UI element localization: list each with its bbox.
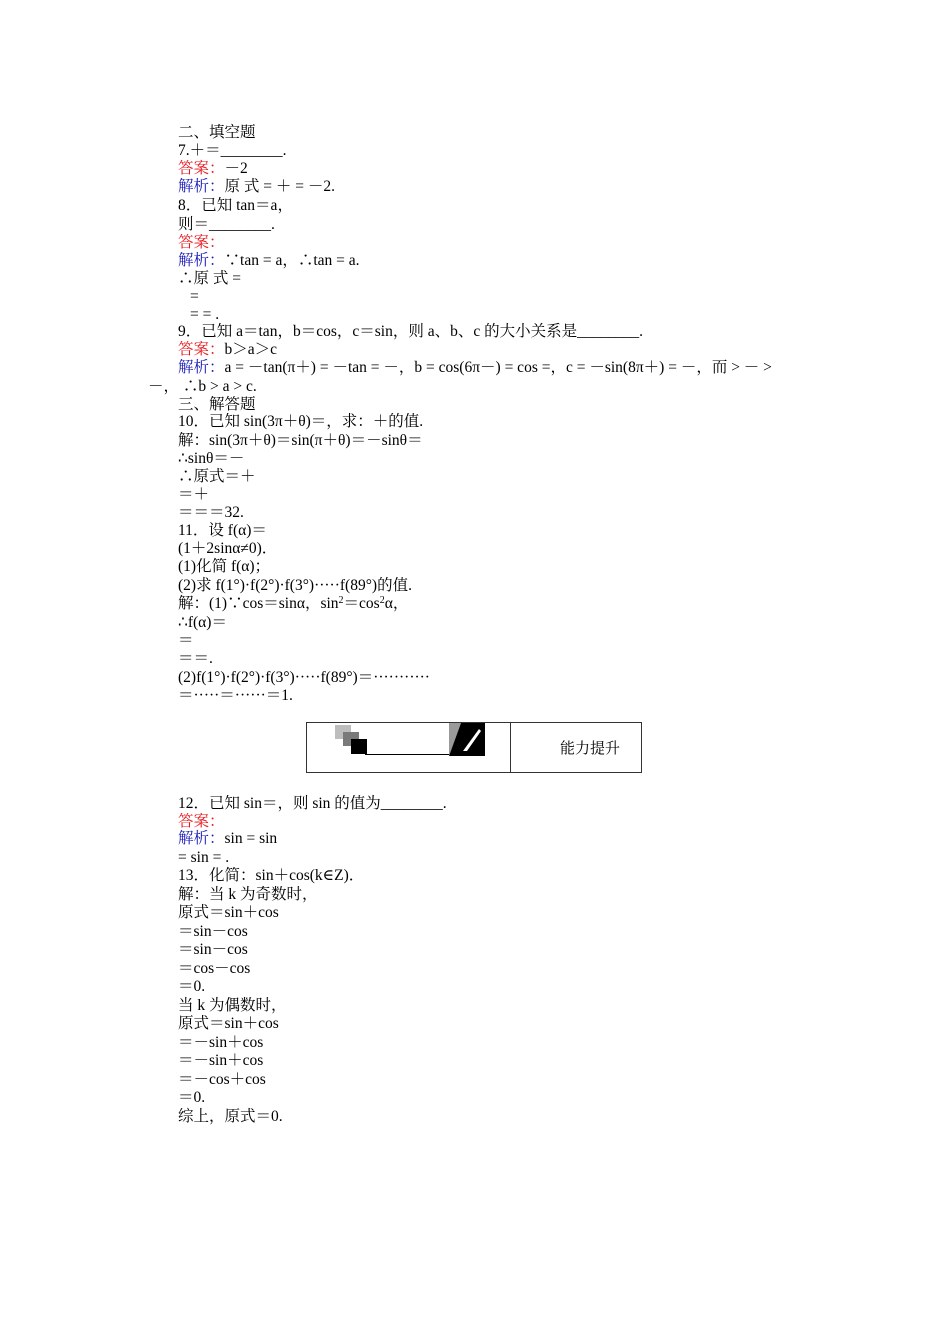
banner-divider <box>510 723 511 772</box>
superscript: 2 <box>338 595 344 606</box>
analysis-label: 解析： <box>178 830 225 847</box>
superscript: 2 <box>379 595 385 606</box>
banner-decor-triangle <box>449 723 485 756</box>
q11-solution-1 <box>178 595 408 614</box>
q9-analysis <box>178 359 772 378</box>
q8-step-2: = <box>190 288 199 305</box>
q13-step-8: 原式＝sin＋cos <box>178 1015 279 1032</box>
q10-step-4: ＝＋ <box>178 486 210 503</box>
question-9: 9．已知 a＝tan，b＝cos，c＝sin，则 a、b、c 的大小关系是________. <box>178 323 643 340</box>
analysis-label: 解析： <box>178 178 225 195</box>
section-heading-solutions: 三、解答题 <box>178 396 256 413</box>
analysis-label: 解析： <box>178 252 225 269</box>
question-8-line-2: 则＝________. <box>178 216 275 233</box>
q13-step-10: ＝－sin＋cos <box>178 1052 264 1069</box>
q11-part-1: (1)化简 f(α)； <box>178 558 271 575</box>
q11-solution-6: ＝·····＝······＝1. <box>178 687 293 704</box>
q13-step-12: ＝0. <box>178 1089 206 1106</box>
question-10: 10．已知 sin(3π＋θ)＝，求：＋的值. <box>178 413 424 430</box>
q11-part-2: (2)求 f(1°)·f(2°)·f(3°)·····f(89°)的值. <box>178 577 412 594</box>
q10-step-2: ∴sinθ＝－ <box>178 450 245 467</box>
question-7: 7.＋＝________. <box>178 142 287 159</box>
q13-step-9: ＝－sin＋cos <box>178 1034 264 1051</box>
q12-step: = sin = . <box>178 849 230 866</box>
q11-solution-text-a: 解：(1)∵cos＝sinα，sin <box>178 595 339 612</box>
section-banner <box>306 722 642 773</box>
q7-answer <box>178 160 248 179</box>
answer-label: 答案： <box>178 341 225 358</box>
q13-conclusion: 综上，原式＝0. <box>178 1108 283 1125</box>
answer-label: 答案： <box>178 234 225 251</box>
question-13: 13．化简：sin＋cos(k∈Z)． <box>178 867 365 884</box>
analysis-text: ∵tan = a，∴tan = a. <box>224 252 360 269</box>
q7-analysis <box>178 178 335 197</box>
q11-solution-3: ＝ <box>178 632 194 649</box>
answer-label: 答案： <box>178 160 225 177</box>
q13-step-1: 解：当 k 为奇数时， <box>178 886 318 903</box>
q10-step-3: ∴原式＝＋ <box>178 468 256 485</box>
q8-step-3: = = . <box>190 306 220 323</box>
q9-analysis-cont: －， ∴b > a > c. <box>148 378 257 395</box>
analysis-text: a = －tan(π＋) = －tan = －，b = cos(6π－) = cos =，c = －sin(8π＋) = －，而 > － > <box>224 359 772 376</box>
question-11: 11．设 f(α)＝ <box>178 522 267 539</box>
banner-label: 能力提升 <box>560 739 621 757</box>
q11-solution-text-b: ＝cos <box>343 595 380 612</box>
question-12: 12．已知 sin＝，则 sin 的值为________. <box>178 795 447 812</box>
answer-value: －2 <box>224 160 248 177</box>
q8-answer <box>178 234 225 253</box>
q11-condition: (1＋2sinα≠0)． <box>178 540 278 557</box>
q9-answer <box>178 341 277 360</box>
q8-step-1: ∴原 式 = <box>178 270 241 287</box>
q13-step-2: 原式＝sin＋cos <box>178 904 279 921</box>
banner-decor-square <box>351 739 367 754</box>
q8-analysis <box>178 252 360 271</box>
q10-step-5: ＝＝＝32. <box>178 504 244 521</box>
banner-rule <box>365 754 449 755</box>
q13-step-6: ＝0. <box>178 978 206 995</box>
q11-solution-5: (2)f(1°)·f(2°)·f(3°)·····f(89°)＝··········· <box>178 669 430 686</box>
q11-solution-text-c: α， <box>384 595 409 612</box>
answer-value: b＞a＞c <box>224 341 278 358</box>
analysis-text: sin = sin <box>224 830 278 847</box>
q13-step-3: ＝sin－cos <box>178 923 248 940</box>
q11-solution-4: ＝＝. <box>178 650 213 667</box>
question-8-line-1: 8．已知 tan＝a， <box>178 197 293 214</box>
analysis-text: 原 式 = ＋ = －2. <box>224 178 335 195</box>
q13-step-5: ＝cos－cos <box>178 960 251 977</box>
q10-step-1: 解：sin(3π＋θ)＝sin(π＋θ)＝－sinθ＝ <box>178 432 423 449</box>
answer-label: 答案： <box>178 813 225 830</box>
q13-step-7: 当 k 为偶数时， <box>178 997 287 1014</box>
q12-analysis <box>178 830 277 849</box>
section-heading-fill-in: 二、填空题 <box>178 124 256 141</box>
analysis-label: 解析： <box>178 359 225 376</box>
q12-answer <box>178 813 225 832</box>
q13-step-11: ＝－cos＋cos <box>178 1071 266 1088</box>
q11-solution-2: ∴f(α)＝ <box>178 614 227 631</box>
q13-step-4: ＝sin－cos <box>178 941 248 958</box>
